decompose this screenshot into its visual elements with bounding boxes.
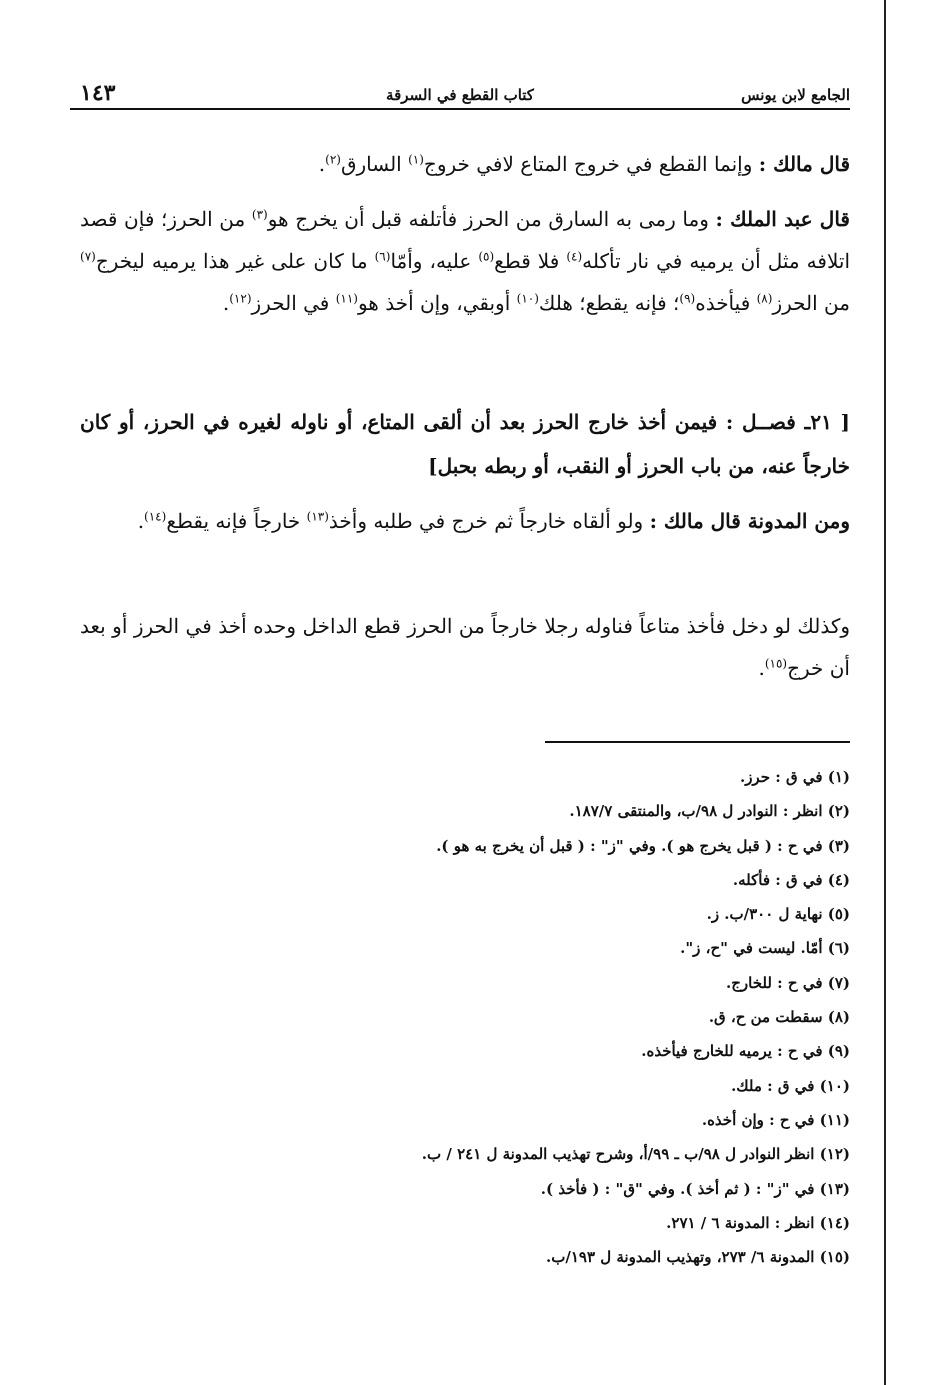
- footnote-ref[interactable]: (٢): [325, 152, 341, 167]
- footnote-ref[interactable]: (١٠): [516, 291, 539, 306]
- bracket-close: ]: [428, 454, 438, 478]
- paragraph-text: من الحرز؛ فإن قصد اتلافه مثل أن يرميه في نار تأكله: [80, 207, 850, 273]
- footnote-ref[interactable]: (٣): [251, 207, 268, 222]
- footnote-item: (٣) في ح : ( قبل يخرج هو ). وفي "ز" : ( قبل أن يخرج به هو ).: [436, 836, 850, 855]
- paragraph-text: فلا قطع: [494, 249, 567, 273]
- footnote-ref[interactable]: (١٣): [306, 509, 329, 524]
- section-number: ٢١ـ فصــل :: [725, 410, 832, 434]
- paragraph-abd-al-malik: [80, 198, 850, 324]
- footnote-item: (٨) سقطت من ح، ق.: [708, 1008, 850, 1027]
- paragraph-text: .: [758, 656, 765, 680]
- footnote-divider: [545, 741, 850, 743]
- footnote-item: (١) في ق : حرز.: [739, 768, 850, 786]
- footnote-item: (٩) في ح : يرميه للخارج فيأخذه.: [641, 1042, 850, 1061]
- footnote-item: (١١) في ح : وإن أخذه.: [701, 1110, 850, 1129]
- paragraph-text: وما رمى به السارق من الحرز فأتلفه قبل أن يخرج هو: [267, 207, 716, 231]
- speaker-label: قال عبد الملك :: [715, 207, 850, 231]
- paragraph-text: .: [318, 152, 326, 176]
- header-divider: [70, 108, 850, 110]
- paragraph-text: أوبقي، وإن أخذ هو: [357, 291, 517, 315]
- header-author: الجامع لابن يونس: [741, 86, 850, 104]
- paragraph-text: وكذلك لو دخل فأخذ متاعاً فناوله رجلا خارجاً من الحرز قطع الداخل وحده أخذ في الحرز أو بعد أن خرج: [80, 614, 850, 680]
- footnote-ref[interactable]: (١٤): [144, 509, 167, 524]
- footnote-ref[interactable]: (١٥): [764, 656, 788, 671]
- footnote-ref[interactable]: (٩): [679, 291, 696, 306]
- paragraph-text: خارجاً فإنه يقطع: [166, 509, 307, 533]
- footnote-item: (٤) في ق : فأكله.: [732, 870, 850, 889]
- speaker-label: قال مالك :: [758, 152, 850, 176]
- header-title: كتاب القطع في السرقة: [386, 86, 534, 104]
- page-number: ١٤٣: [80, 80, 116, 106]
- footnote-ref[interactable]: (٨): [756, 291, 773, 306]
- footnotes-list: [70, 760, 850, 1274]
- footnote-item: (٦) أمّا. ليست في "ح، ز".: [680, 939, 850, 958]
- footnote-item: (١٤) انظر : المدونة ٦ / ٢٧١.: [666, 1213, 850, 1232]
- paragraph-text: ما كان على غير هذا يرميه ليخرج: [95, 249, 375, 273]
- footnote-ref[interactable]: (٧): [80, 249, 96, 264]
- page-edge-rule: [884, 0, 886, 1385]
- footnote-item: (١٠) في ق : ملك.: [731, 1076, 850, 1095]
- footnote-item: (١٢) انظر النوادر ل ٩٨/ب ـ ٩٩/أ، وشرح تهذيب المدونة ل ٢٤١ / ب.: [421, 1145, 850, 1164]
- paragraph-text: .: [137, 509, 145, 533]
- paragraph-similarly: [80, 605, 850, 689]
- paragraph-text: من الحرز: [772, 291, 850, 315]
- paragraph-text: عليه، وأمّا: [390, 249, 479, 273]
- footnote-item: (٢) انظر : النوادر ل ٩٨/ب، والمنتقى ١٨٧/٧.: [569, 802, 850, 821]
- footnote-item: (٧) في ح : للخارج.: [726, 973, 850, 992]
- footnote-item: (١٥) المدونة ٦/ ٢٧٣، وتهذيب المدونة ل ١٩٣/ب.: [546, 1248, 850, 1267]
- footnote-ref[interactable]: (١): [408, 152, 424, 167]
- footnote-ref[interactable]: (١٢): [229, 291, 252, 306]
- footnote-ref[interactable]: (١١): [335, 291, 358, 306]
- paragraph-malik: [80, 143, 850, 185]
- speaker-label: ومن المدونة قال مالك :: [649, 509, 850, 533]
- running-header: [70, 78, 850, 108]
- section-title-text: فيمن أخذ خارج الحرز بعد أن ألقى المتاع، أو ناوله لغيره في الحرز، أو كان خارجاً عنه، من باب الحرز أو النقب، أو ربطه بحبل: [80, 410, 850, 478]
- paragraph-mudawwana: [80, 500, 850, 542]
- paragraph-text: وإنما القطع في خروج المتاع لافي خروج: [423, 152, 759, 176]
- paragraph-text: ولو ألقاه خارجاً ثم خرج في طلبه وأخذ: [328, 509, 650, 533]
- section-heading: [80, 400, 850, 488]
- paragraph-text: فيأخذه: [695, 291, 757, 315]
- paragraph-text: ؛ فإنه يقطع؛ هلك: [538, 291, 680, 315]
- paragraph-text: السارق: [340, 152, 409, 176]
- footnote-item: (٥) نهاية ل ٣٠٠/ب. ز.: [706, 905, 850, 924]
- footnote-item: (١٣) في "ز" : ( ثم أخذ ). وفي "ق" : ( فأخذ ).: [540, 1179, 850, 1198]
- footnote-ref[interactable]: (٤): [566, 249, 583, 264]
- paragraph-text: في الحرز: [251, 291, 336, 315]
- footnote-ref[interactable]: (٦): [374, 249, 391, 264]
- paragraph-text: .: [222, 291, 230, 315]
- footnote-ref[interactable]: (٥): [478, 249, 495, 264]
- bracket-open: [: [831, 410, 850, 434]
